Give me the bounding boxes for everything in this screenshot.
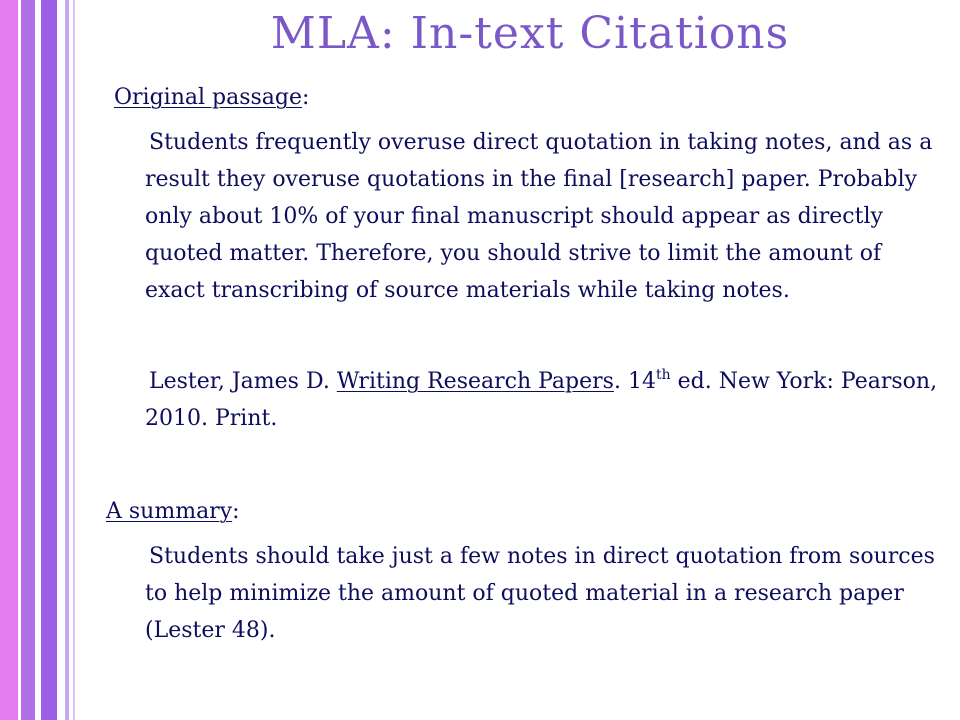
summary-colon: :	[232, 499, 240, 524]
original-passage-label: Original passage	[114, 85, 303, 110]
citation-edition-suffix: th	[655, 367, 671, 383]
citation-publication: ed. New York: Pearson, 2010. Print.	[145, 369, 938, 431]
original-passage-text: Students frequently overuse direct quotation in taking notes, and as a result they overuse quotations in the final [research] paper. Probably only about 10% of your final manuscript should appear as directly quoted matter. Therefore, you should strive to limit the amount of exact transcribing of source materials while taking notes.	[145, 130, 933, 303]
stripe-thin-lavender	[65, 0, 69, 720]
stripe-violet	[21, 0, 35, 720]
stripe-pink	[0, 0, 18, 720]
summary-text: Students should take just a few notes in direct quotation from sources to help minimize the amount of quoted material in a research paper (Lester 48).	[145, 544, 935, 643]
citation-edition-number: . 14	[613, 369, 656, 394]
slide-title: MLA: In-text Citations	[270, 8, 790, 59]
stripe-purple	[41, 0, 57, 720]
summary-heading	[106, 493, 240, 530]
decorative-stripes	[0, 0, 84, 720]
citation-author: Lester, James D.	[149, 369, 337, 394]
original-passage-heading	[114, 79, 309, 116]
summary-label: A summary	[106, 499, 233, 524]
stripe-hairline	[73, 0, 75, 720]
works-cited-entry	[145, 363, 945, 437]
original-passage-colon: :	[302, 85, 310, 110]
citation-book-title: Writing Research Papers	[336, 369, 614, 394]
